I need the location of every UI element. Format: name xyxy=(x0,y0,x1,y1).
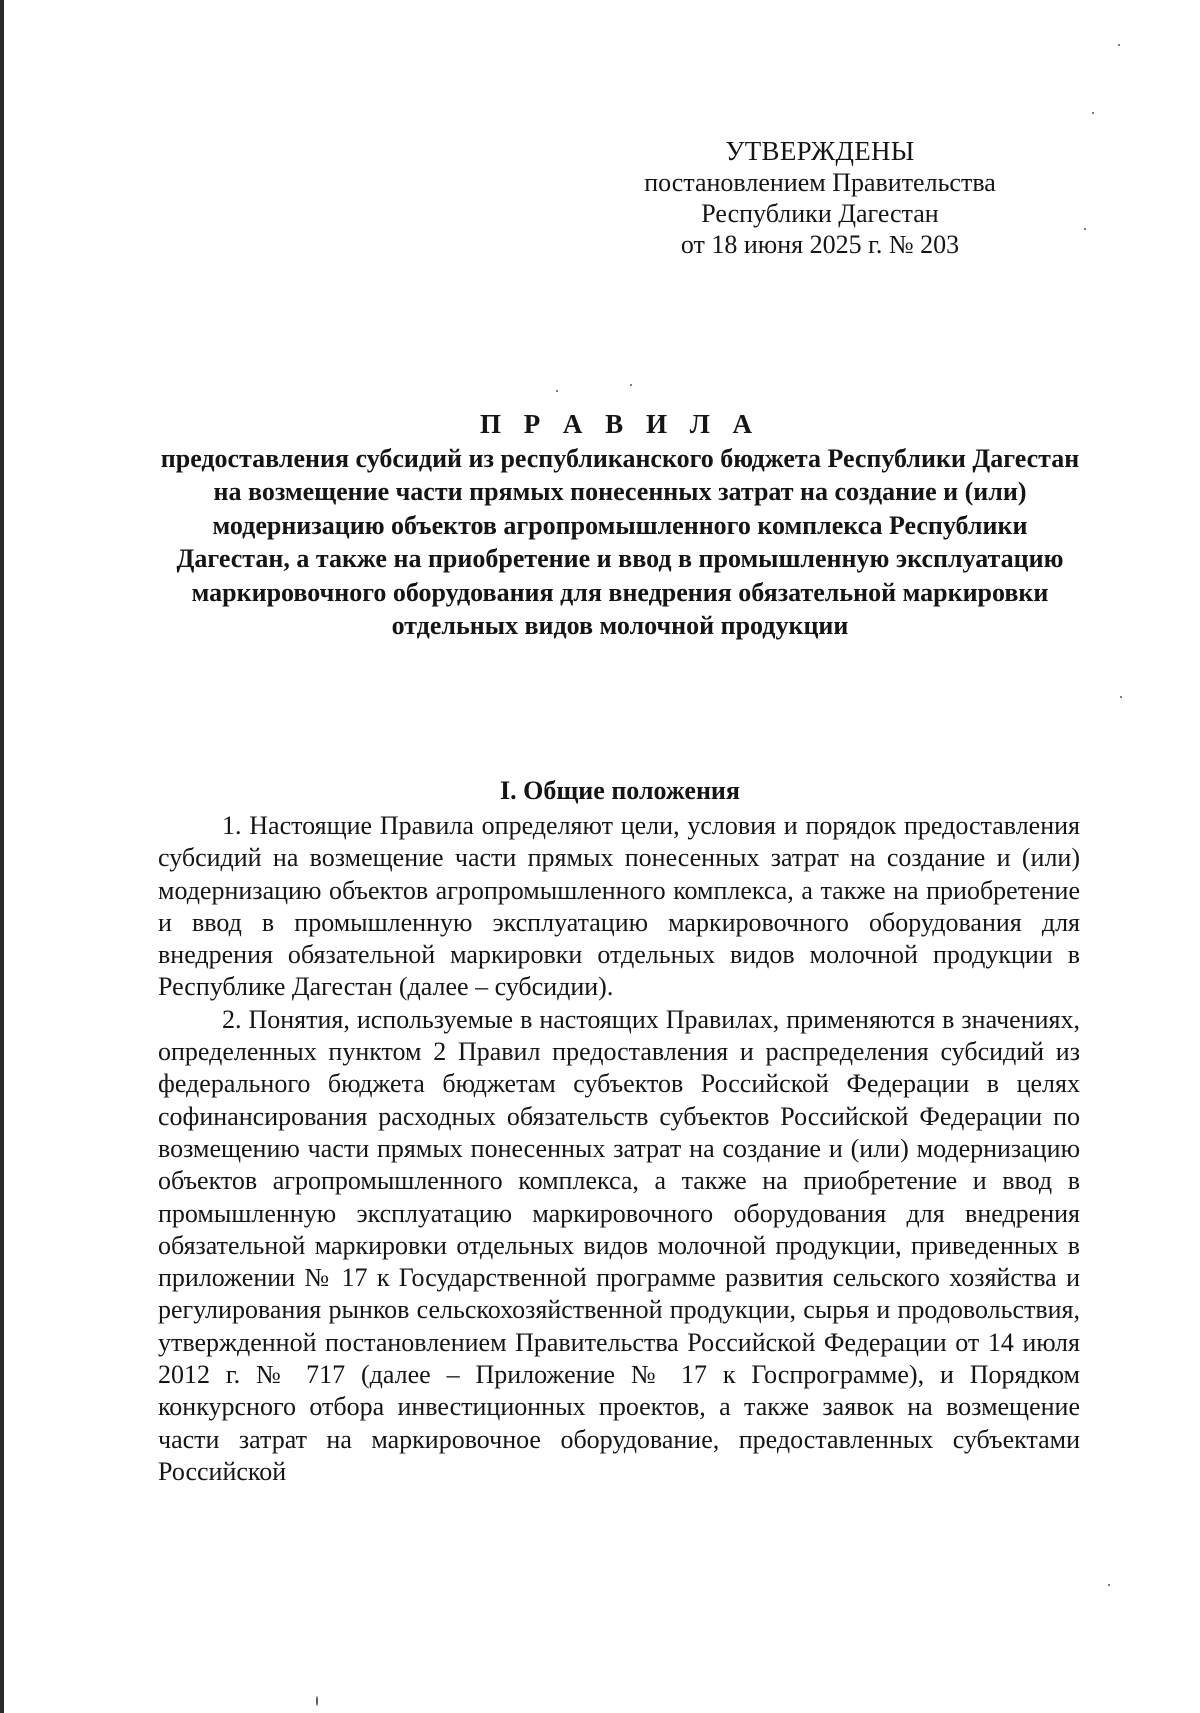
approval-line-2: Республики Дагестан xyxy=(701,199,939,228)
scan-edge xyxy=(0,0,4,1713)
scan-speck xyxy=(556,390,558,392)
body-text xyxy=(158,810,1080,1488)
approval-line-1: постановлением Правительства xyxy=(644,168,996,197)
scan-speck xyxy=(630,384,632,386)
scan-speck xyxy=(1084,228,1086,230)
approval-stamp xyxy=(600,136,1040,260)
scan-speck xyxy=(316,1696,318,1706)
paragraph-2: 2. Понятия, используемые в настоящих Правилах, применяются в значениях, определенных пунктом 2 Правил предоставления и распределения субсидий из федерального бюджета бюджетам субъектов Российской Федерации в целях софинансирования расходных обязательств субъектов Российской Федерации по возмещению части прямых понесенных затрат на создание и (или) модернизацию объектов агропромышленного комплекса, а также на приобретение и ввод в промышленную эксплуатацию маркировочного оборудования для внедрения обязательной маркировки отдельных видов молочной продукции, приведенных в приложении № 17 к Государственной программе развития сельского хозяйства и регулирования рынков сельскохозяйственной продукции, сырья и продовольствия, утвержденной постановлением Правительства Российской Федерации от 14 июля 2012 г. № 717 (далее – Приложение № 17 к Госпрограмме), и Порядком конкурсного отбора инвестиционных проектов, а также заявок на возмещение части затрат на маркировочное оборудование, предоставленных субъектами Российской xyxy=(158,1004,1080,1486)
document-subtitle: предоставления субсидий из республиканского бюджета Республики Дагестан на возмещение части прямых понесенных затрат на создание и (или) модернизацию объектов агропромышленного комплекса Республики Дагестан, а также на приобретение и ввод в промышленную эксплуатацию маркировочного оборудования для внедрения обязательной маркировки отдельных видов молочной продукции xyxy=(160,443,1080,640)
approval-heading: УТВЕРЖДЕНЫ xyxy=(725,136,915,166)
scan-speck xyxy=(1118,44,1120,46)
scan-speck xyxy=(1092,112,1094,114)
paragraph-1: 1. Настоящие Правила определяют цели, условия и порядок предоставления субсидий на возмещение части прямых понесенных затрат на создание и (или) модернизацию объектов агропромышленного комплекса, а также на приобретение и ввод в промышленную эксплуатацию маркировочного оборудования для внедрения обязательной маркировки отдельных видов молочной продукции в Республике Дагестан (далее – субсидии). xyxy=(158,811,1080,1002)
scan-speck xyxy=(1120,696,1122,698)
document-title: П Р А В И Л А xyxy=(479,409,761,439)
scan-speck xyxy=(1108,1584,1110,1586)
approval-line-3: от 18 июня 2025 г. № 203 xyxy=(680,230,960,259)
document-title-block xyxy=(160,408,1080,643)
section-heading: I. Общие положения xyxy=(500,776,740,805)
